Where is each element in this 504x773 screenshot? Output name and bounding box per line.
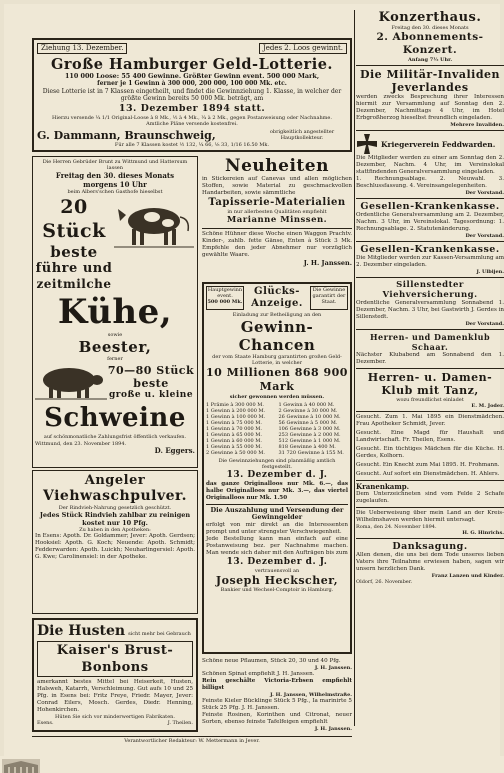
news-title: Neuheiten — [225, 156, 329, 176]
geld-org: der vom Staate Hamburg garantirten großen Geld-Lotterie, in welcher — [212, 354, 342, 366]
lottery-plan: Amtliche Pläne versende kostenfrei. — [146, 120, 238, 127]
wanted-ads — [356, 414, 504, 478]
prize-item: 1 Gewinn à 70 000 M. — [206, 426, 262, 432]
prize-item: 106 Gewinne à 3 000 M. — [278, 426, 341, 432]
kranken2-sign: J. Ulbijen. — [476, 269, 504, 275]
warn-text: Die Ueberweisung über mein Land an der Kreis-Wilhelmshaven werden hiermit untersagt. — [356, 510, 504, 523]
geld-left-label: Hauptgewinn event. — [207, 287, 243, 299]
column-divider — [354, 10, 355, 726]
geld-prize-list — [206, 402, 348, 456]
cattle-desc2: führe und — [35, 261, 113, 276]
concert-time: Anfang 7½ Uhr. — [407, 57, 453, 63]
geld-trust: vertrauensvoll an — [254, 567, 300, 574]
geld-right-label: Die Gewinne garantirt der Staat. — [312, 287, 346, 305]
invalids-title: Die Militär-Invaliden Jeverlandes — [359, 68, 501, 94]
prize-item: 1 Gewinn à 200 000 M. — [206, 408, 266, 414]
right-column — [356, 10, 504, 726]
chickens-ad — [202, 228, 352, 278]
prize-item: 1 Gewinn à 65 000 M. — [206, 432, 262, 438]
prize-item: 1 Gewinn à 40 000 M. — [278, 402, 335, 408]
cattle-beester: Beester, — [78, 338, 152, 356]
lottery-line2: ferner je 1 Gewinn à 300 000, 200 000, 100 000 Mk. etc. — [97, 80, 287, 88]
geld-footer-title: Die Auszahlung und Versendung der Gewinngelder — [210, 506, 344, 522]
page-footer — [0, 756, 504, 773]
geld-deadline: 13. Dezember d. J. — [226, 556, 328, 567]
wanted-item: Gesucht. Eine Magd für Haushalt und Landwirtschaft. Fr. Theilen, Esens. — [356, 430, 504, 443]
powder-claim: Jedes Stück Rindvieh zahlbar zu reinigen kostet nur 10 Pfg. — [39, 511, 191, 527]
geld-prices: das ganze Originalloos nur Mk. 6.—, das halbe Originalloos nur Mk. 3.—, das viertel Originalloos nur Mk. 1.50 — [206, 481, 348, 501]
invalids-text: werden zwecks Besprechung ihrer Interessen hiermit zur Versammlung auf Sonntag den 2. Dezember, Nachmittags 4 Uhr, im Hotel Erbgroßherzog hieselbst freundlich eingeladen. — [356, 94, 504, 121]
peas-text: Rein geschälte Victoria-Erbsen empfiehlt billigst — [202, 678, 352, 691]
pig-illustration — [35, 362, 107, 402]
cattle-ferner: ferner — [107, 356, 123, 362]
geld-name-sub: Bankier und Wechsel-Comptoir in Hamburg. — [220, 586, 334, 593]
lottery-date: 13. Dezember 1894 statt. — [118, 102, 266, 114]
geld-chance: Gewinn-Chancen — [238, 318, 316, 354]
plums-name: J. H. Janssen. — [314, 665, 352, 671]
powder-sub: Der Rindvieh-Nahrung gesetzlich geschützt. — [58, 505, 172, 511]
klub-text: Nächster Klubabend am Sonnabend den 1. Dezember. — [356, 352, 504, 365]
prize-item: 26 Gewinne à 10 000 M. — [278, 414, 341, 420]
cattle-schweine: Schweine — [44, 403, 186, 433]
geld-left-value: 500 000 Mk. — [207, 299, 243, 305]
ball-text: wozu freundlichst einladet — [396, 397, 464, 403]
cattle-terms: auf schönmonatliche Zahlungsfrist öffentlich verkaufen. — [43, 434, 187, 440]
kranken-sign: Der Vorstand. — [465, 233, 504, 239]
lottery-prices: Hierzu versende ¼ 1/1 Original-Loose à 8 Mk., ½ à 4 Mk., ¼ à 2 Mk., gegen Postanweisung oder Nachnahme. — [52, 114, 332, 121]
thanks-text: Allen denen, die uns bei dem Tode unseres lieben Vaters ihre Teilnahme erwiesen haben, sagen wir unsern herzlichen Dank. — [356, 552, 504, 572]
thanks-title: Danksagung. — [392, 541, 468, 552]
lottery-header-right: Jedes 2. Loos gewinnt. — [259, 43, 347, 54]
cattle-place: beim Albers'schen Gasthofe hieselbst — [67, 189, 163, 195]
kranken-text: Ordentliche Generalversammlung am 2. Dezember, Nachm. 3 Uhr, im Vereinslokal. Tagesordnung: 1. Rechnungsablage. 2. Statutenänderung. — [356, 212, 504, 232]
prize-item: 253 Gewinne à 2 000 M. — [278, 432, 341, 438]
cattle-time: morgens 10 Uhr — [83, 180, 147, 189]
ball-title: Herren- u. Damen-Klub mit Tanz, — [367, 371, 493, 397]
prize-item: 1 Gewinn à 75 000 M. — [206, 420, 262, 426]
invalids-sign: Mehrere Invaliden. — [450, 122, 504, 128]
prize-item: 512 Gewinne à 1 000 M. — [278, 438, 341, 444]
sillen-title: Sillenstedter Viehversicherung. — [382, 280, 478, 300]
kranken-title: Gesellen-Krankenkasse. — [360, 201, 500, 212]
geld-millions: 10 Millionen 868 900 Mark — [206, 366, 348, 393]
geld-mid-title: Glücks-Anzeige. — [251, 286, 303, 309]
powder-apothecaries: In Esens: Apoth. Dr. Goldammer; Jever: Apoth. Gerdsen; Hooksiel: Apoth. G. Koch; Neuende: Apoth. Schmidt; Fedderwarden: Apoth. Luickh; Neuharlingersiel: Apoth. G. Kwe; Carolinensiel: in der Apotheke. — [35, 533, 195, 560]
cattle-date: Freitag den 30. dieses Monats — [55, 171, 175, 180]
wanted-item: Gesucht. Ein Knecht zum Mai 1895. H. Frohmann. — [356, 462, 500, 468]
cough-text: amerkannt bestes Mittel bei Heiserkeit, Husten, Halsweh, Katarrh, Verschleimung. Gut aufs 10 und 25 Pfg. in Esens bei: Fritz Freye, Friedr. Mayer, Jever: Conrad Eilers, Mosch. Gerdes, Diedr. Henning, Hohenkirchen. — [37, 679, 193, 713]
library-logo — [2, 759, 40, 773]
raisins-text: Feinste Rosinen, Korinthen und Citronat, neuer Sorten, ebenso feinste Tafelfeigen empfiehlt — [202, 712, 352, 725]
cough-tagline: Hüten Sie sich vor minderwertigen Fabrikaten. — [55, 714, 175, 720]
prize-item: 1 Gewinn à 100 000 M. — [206, 414, 266, 420]
krieger-list: 1. Rechnungsablage. 2. Neuwahl. 3. Beschlussfassung. 4. Vereinsangelegenheiten. — [356, 176, 504, 189]
lottery-header-left: Ziehung 13. Dezember. — [37, 43, 127, 54]
main-column — [32, 32, 352, 744]
prize-item: 2 Gewinne à 30 000 M. — [278, 408, 338, 414]
geld-name: Joseph Heckscher, — [215, 573, 339, 587]
cattle-signed-place: Wittmund, den 23. November 1894. — [35, 441, 127, 447]
krieger-text: Die Mitglieder werden zu einer am Sonntag den 2. Dezember, Nachm. 4 Uhr, im Vereinslokal stattfindenden Generalversammlung eingeladen. — [356, 155, 504, 175]
geld-order: Jede Bestellung kann man einfach auf eine Postanweisung bez. per Nachnahme machen. Man wende sich daher mit den Aufträgen bis zum — [206, 535, 348, 556]
grocery-ads — [202, 658, 352, 732]
cattle-signed-name: D. Eggers. — [154, 446, 195, 455]
raisins-name: J. H. Janssen. — [314, 726, 352, 732]
ball-name: E. M. Joder. — [471, 403, 504, 409]
cough-title: Die Husten — [37, 623, 126, 639]
warn-name: H. G. Hinrichs. — [462, 530, 504, 536]
lottery-ad — [32, 38, 352, 152]
kranken2-title: Gesellen-Krankenkasse. — [360, 244, 500, 255]
cattle-kuehe: Kühe, — [57, 292, 173, 332]
sillen-text: Ordentliche Generalversammlung Sonnabend 1. Dezember, Nachm. 3 Uhr, bei Gastwirth J. Gerdes in Sillenstedt. — [356, 300, 504, 320]
kraner-text: Dem Unterzeichneten sind vom Felde 2 Schafe zugelaufen. — [356, 491, 504, 504]
news-text: in Stickereien auf Canevas und allen möglichen Stoffen, sowie Material zu geschmackvollen Handarbeiten, sowie sämmtliche — [202, 176, 352, 196]
building-icon — [2, 760, 40, 773]
peas-name: J. H. Janssen, Wilhelmstraße. — [270, 692, 352, 698]
concert-head: 2. Abonnements-Konzert. — [376, 31, 484, 56]
klub-title: Herren- und Damenklub Schaar. — [369, 332, 491, 352]
thanks-place: Oldorf, 26. November. — [356, 579, 413, 585]
cattle-desc1: beste — [50, 243, 98, 261]
cattle-intro: Die Herren Gebrüder Brunt zu Wittmund und Hattersum lassen — [42, 159, 188, 171]
cough-brand: Kaiser's Brust-Bonbons — [37, 641, 193, 677]
cattle-powder-ad — [32, 470, 198, 614]
concert-date: Freitag den 30. dieses Monats — [391, 25, 469, 31]
geld-first-draw: 13. Dezember d. J. — [226, 470, 328, 480]
cattle-pigs-count: 70—80 Stück — [107, 363, 195, 377]
news-sub: Tapisserie-Materialien — [208, 197, 346, 208]
printer-line: Verantwortlicher Redakteur: W. Mettermann in Jever. — [32, 736, 352, 744]
spinach-text: Schönen Spinat empfiehlt J. H. Janssen. — [202, 671, 315, 677]
cough-place: Esens. — [37, 720, 54, 726]
lottery-line3: Diese Lotterie ist in 7 Klassen eingetheilt, und findet die Gewinnziehung 1. Klasse, in welcher der größte Gewinn bereits 50 000 Mk. beträgt, am — [42, 87, 342, 103]
geld-footer-text: erfolgt von mir direkt an die Interessenten prompt und unter strengster Verschwiegenheit. — [206, 521, 348, 535]
sillen-sign: Der Vorstand. — [465, 321, 504, 327]
krieger-title: Kriegerverein Feddwarden. — [381, 139, 496, 149]
geld-invite: Einladung zur Betheiligung an den — [232, 312, 322, 318]
money-lottery-ad — [202, 282, 352, 654]
prize-item: 1 Gewinn à 55 000 M. — [206, 444, 262, 450]
thanks-sign: Franz Lanzen und Kinder. — [431, 573, 504, 579]
wanted-item: Gesucht. Auf sofort ein Dienstmädchen. H. Ahlers. — [356, 471, 500, 477]
powder-title1: Angeler — [84, 473, 146, 488]
cough-drops-ad — [32, 618, 198, 732]
geld-dates-intro: Die Gewinnziehungen sind planmäßig amtlich festgestellt. — [218, 458, 336, 470]
chickens-name: J. H. Janssen. — [303, 259, 352, 267]
prize-item: 56 Gewinne à 5 000 M. — [278, 420, 338, 426]
prize-item: 2 Gewinne à 50 000 M. — [206, 450, 265, 456]
cattle-pigs-desc1: beste — [133, 376, 169, 390]
powder-title2: Viehwaschpulver. — [42, 488, 188, 504]
cattle-desc3: zeitmilche — [36, 277, 112, 291]
prize-item: 1 Gewinn à 60 000 M. — [206, 438, 262, 444]
geld-sicher: sicher gewonnen werden müssen. — [229, 394, 325, 400]
cattle-auction-ad — [32, 156, 198, 468]
newspaper-page — [4, 4, 504, 756]
lottery-merchant-note: obrigkeitlich angestellter Hauptkollekteur. — [269, 129, 335, 142]
news-sub2: in nur allerbesten Qualitäten empfiehlt — [227, 209, 327, 215]
herring-text: Feinste Kieler Bücklinge Stück 5 Pfg., Ia marinirte 5 Stück 25 Pfg. J. H. Janssen. — [202, 698, 352, 711]
cough-seller: J. Theilen. — [167, 720, 193, 726]
concert-title: Konzerthaus. — [378, 10, 482, 25]
lottery-merchant: G. Dammann, Braunschweig, — [37, 128, 216, 142]
cough-sub: sicht mehr bei Gebrauch — [128, 631, 191, 637]
wanted-item: Gesucht. Zum 1. Mai 1895 ein Dienstmädchen. Frau Apotheker Schmidt, Jever. — [356, 414, 504, 427]
lottery-line1: 110 000 Loose: 55 400 Gewinne. Größter Gewinn event. 500 000 Mark, — [64, 72, 320, 80]
news-ad — [202, 156, 352, 224]
lottery-classes: Für alle 7 Klassen kostet ½ 132, ¼ 66, ⅛ 33, 1/16 16.50 Mk. — [114, 141, 270, 148]
chickens-text: Schöne Hühner diese Woche einen Waggon Prachtv. Kinder-, zahlb. fette Gänse, Enten à Stück 3 Mk. Empfehle den jeder Abnehmer nur vorzüglich gewählte Waare. — [202, 231, 352, 258]
kranken2-text: Die Mitglieder werden zur Kassen-Versammlung am 2. Dezember eingeladen. — [356, 255, 504, 268]
wanted-item: Gesucht. Ein tüchtiges Mädchen für die Küche. H. Gerdes, Kolhorn. — [356, 446, 504, 459]
cattle-pigs-desc2: große u. kleine — [108, 389, 194, 400]
news-name: Marianne Minssen. — [226, 215, 328, 225]
prize-item: 31 720 Gewinne à 155 M. — [278, 450, 344, 456]
iron-cross-icon — [356, 133, 378, 155]
cow-illustration — [114, 195, 194, 251]
lottery-title: Große Hamburger Geld-Lotterie. — [51, 56, 333, 73]
powder-where: Zu haben in den Apotheken: — [79, 527, 151, 533]
cattle-sowie: sowie — [107, 332, 123, 338]
warn-place: Roma, den 24. November 1894. — [356, 524, 437, 530]
plums-text: Schöne neue Pflaumen, Stück 20, 30 und 40 Pfg. — [202, 658, 341, 664]
cattle-count: 20 Stück — [42, 196, 106, 242]
prize-item: 1 Prämie à 300 000 M. — [206, 402, 264, 408]
prize-item: 818 Gewinne à 400 M. — [278, 444, 336, 450]
kraner-title: Kranenkamp. — [356, 482, 410, 491]
krieger-sign: Der Vorstand. — [465, 190, 504, 196]
